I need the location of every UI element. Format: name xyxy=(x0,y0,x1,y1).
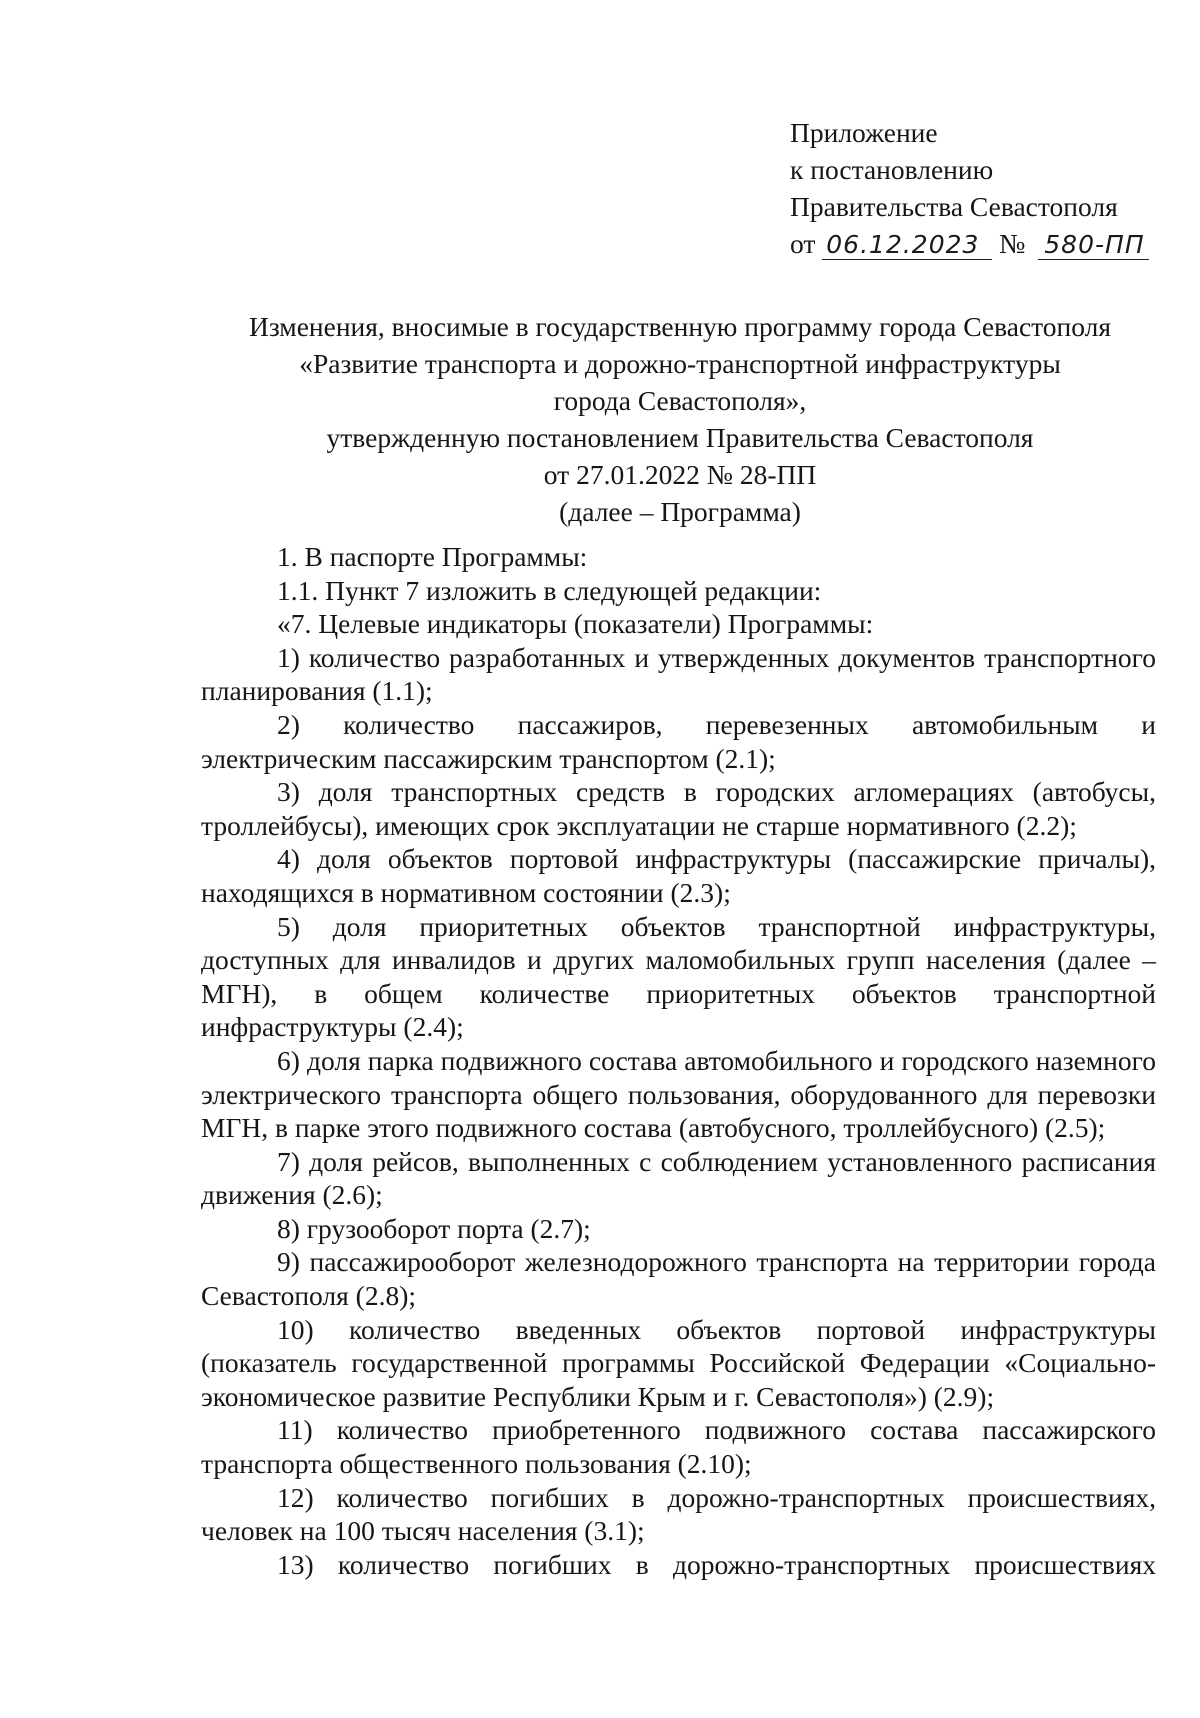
indicator-item: 2) количество пассажиров, перевезенных автомобильным и электрическим пассажирским транспортом (2.1); xyxy=(201,708,1156,774)
handwritten-number: 580-ПП xyxy=(1038,231,1148,260)
indicator-item: 13) количество погибших в дорожно-транспортных происшествиях xyxy=(277,1548,1156,1580)
appendix-date-line xyxy=(790,225,1150,262)
section-1-heading: 1. В паспорте Программы: xyxy=(277,541,588,572)
indicator-item: 7) доля рейсов, выполненных с соблюдением установленного расписания движения (2.6); xyxy=(201,1145,1156,1211)
indicator-item: 4) доля объектов портовой инфраструктуры (пассажирские причалы), находящихся в нормативном состоянии (2.3); xyxy=(201,843,1156,908)
indicator-item: 12) количество погибших в дорожно-транспортных происшествиях, человек на 100 тысяч населения (3.1); xyxy=(201,1481,1156,1547)
document-title xyxy=(180,308,1180,530)
indicator-item: 6) доля парка подвижного состава автомобильного и городского наземного электрического транспорта общего пользования, оборудованного для перевозки МГН, в парке этого подвижного состава (автобусного, троллейбусного) (2.5); xyxy=(201,1044,1156,1144)
title-line-6: (далее – Программа) xyxy=(559,496,801,527)
appendix-line-2: к постановлению xyxy=(790,154,994,185)
indicator-item: 8) грузооборот порта (2.7); xyxy=(277,1212,591,1244)
indicator-item: 5) доля приоритетных объектов транспортной инфраструктуры, доступных для инвалидов и других маломобильных групп населения (далее – МГН), в общем количестве приоритетных объектов транспортной инфраструктуры (2.4); xyxy=(201,910,1156,1043)
document-body xyxy=(201,540,1156,1581)
number-sign: № xyxy=(999,228,1026,259)
title-line-1: Изменения, вносимые в государственную программу города Севастополя xyxy=(248,311,1112,342)
title-line-5: от 27.01.2022 № 28-ПП xyxy=(543,459,817,490)
subsection-1-1: 1.1. Пункт 7 изложить в следующей редакции: xyxy=(277,574,822,606)
indicator-item: 3) доля транспортных средств в городских агломерациях (автобусы, троллейбусы), имеющих срок эксплуатации не старше нормативного (2.2); xyxy=(201,776,1156,841)
appendix-line-3: Правительства Севастополя xyxy=(790,191,1118,222)
title-line-4: утвержденную постановлением Правительства Севастополя xyxy=(326,422,1034,453)
indicator-item: 11) количество приобретенного подвижного состава пассажирского транспорта общественного пользования (2.10); xyxy=(201,1414,1156,1480)
appendix-header xyxy=(790,114,1150,262)
item-7-heading: «7. Целевые индикаторы (показатели) Программы: xyxy=(277,608,874,640)
appendix-line-1: Приложение xyxy=(790,117,938,148)
indicator-item: 10) количество введенных объектов портовой инфраструктуры (показатель государственной программы Российской Федерации «Социально-экономическое развитие Республики Крым и г. Севастополя») (2.9); xyxy=(201,1313,1156,1412)
indicator-item: 1) количество разработанных и утвержденных документов транспортного планирования (1.1); xyxy=(201,641,1156,707)
title-line-3: города Севастополя», xyxy=(553,385,807,416)
indicator-item: 9) пассажирооборот железнодорожного транспорта на территории города Севастополя (2.8); xyxy=(201,1246,1156,1312)
title-line-2: «Развитие транспорта и дорожно-транспортной инфраструктуры xyxy=(299,348,1061,379)
from-label: от xyxy=(790,228,816,259)
handwritten-date: 06.12.2023 xyxy=(822,231,992,260)
